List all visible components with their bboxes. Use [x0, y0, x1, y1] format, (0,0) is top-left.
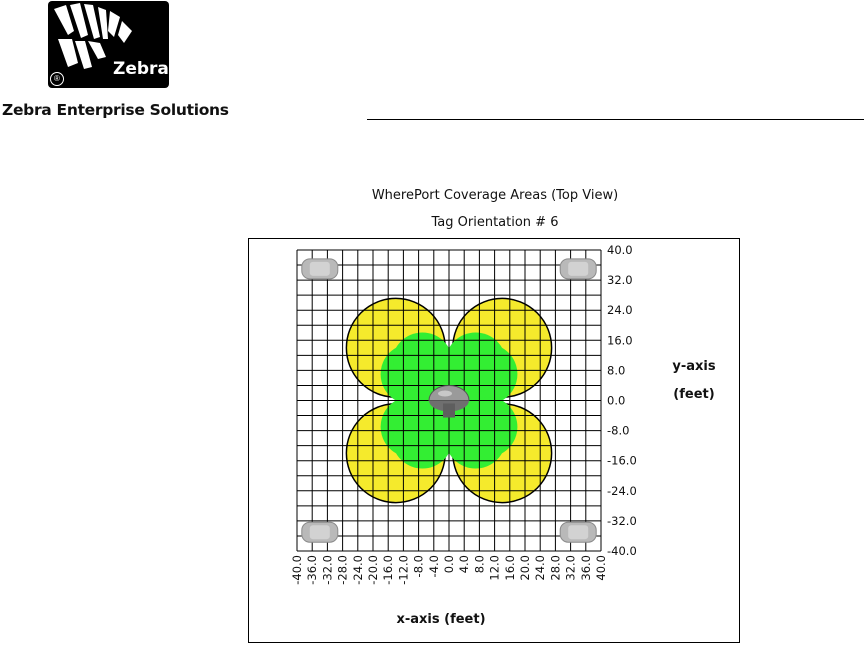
x-tick-label: 24.0 [533, 555, 548, 581]
device-marker-center [310, 525, 330, 539]
y-tick-label: -16.0 [607, 453, 637, 468]
x-tick-label: -8.0 [411, 555, 426, 578]
y-tick-label: -24.0 [607, 483, 637, 498]
registered-mark-icon: ® [50, 72, 64, 86]
coverage-chart [249, 239, 741, 644]
device-marker-2 [560, 259, 596, 279]
x-tick-label: -20.0 [366, 555, 380, 585]
y-tick-label: 8.0 [607, 363, 626, 378]
y-tick-label: -40.0 [607, 544, 637, 558]
device-marker-3 [302, 522, 338, 542]
x-tick-label: 20.0 [518, 555, 532, 581]
y-axis-label-line-2: (feet) [673, 387, 715, 402]
chart-panel [248, 238, 740, 643]
company-name: Zebra Enterprise Solutions [2, 101, 229, 119]
logo-wordmark: Zebra [113, 59, 169, 79]
x-tick-label: -24.0 [350, 555, 365, 585]
x-tick-label: -12.0 [396, 555, 411, 585]
y-tick-label: 32.0 [607, 273, 633, 288]
chart-subtitle: Tag Orientation # 6 [431, 215, 559, 230]
inner-coverage-lobe-fill-4 [393, 333, 452, 392]
whereport-stem [443, 404, 455, 418]
x-tick-label: -32.0 [320, 555, 335, 585]
x-tick-label: -4.0 [426, 555, 441, 578]
x-tick-label: 16.0 [502, 555, 517, 581]
zebra-logo [48, 1, 169, 88]
whereport-highlight [438, 391, 452, 397]
chart-title: WherePort Coverage Areas (Top View) [371, 188, 619, 203]
x-tick-label: -16.0 [381, 555, 396, 585]
x-tick-label: 12.0 [487, 555, 502, 581]
x-axis-label: x-axis (feet) [396, 612, 486, 627]
x-tick-label: 40.0 [594, 555, 608, 581]
y-tick-label: 16.0 [607, 333, 633, 348]
x-tick-label: 8.0 [472, 555, 487, 574]
device-marker-center [310, 262, 330, 276]
y-tick-label: 40.0 [607, 243, 633, 257]
x-tick-label: 36.0 [578, 555, 593, 581]
y-tick-label: 0.0 [607, 393, 626, 408]
y-tick-label: -32.0 [607, 513, 637, 528]
header-divider [367, 119, 864, 120]
inner-coverage-lobe-fill-7 [446, 409, 505, 468]
x-tick-label: 4.0 [457, 555, 472, 574]
inner-coverage-lobe-fill-6 [393, 409, 452, 468]
x-tick-label: 0.0 [442, 555, 456, 574]
y-tick-label: -8.0 [607, 423, 630, 438]
device-marker-center [568, 262, 588, 276]
device-marker-center [568, 525, 588, 539]
y-axis-label-line-1: y-axis [672, 359, 716, 374]
x-tick-label: -28.0 [335, 555, 350, 585]
x-tick-label: -40.0 [290, 555, 304, 585]
x-tick-label: -36.0 [305, 555, 320, 585]
x-tick-label: 28.0 [548, 555, 563, 581]
y-tick-label: 24.0 [607, 303, 633, 318]
device-marker-4 [560, 522, 596, 542]
inner-coverage-lobe-fill-5 [446, 333, 505, 392]
x-tick-label: 32.0 [563, 555, 578, 581]
device-marker-1 [302, 259, 338, 279]
